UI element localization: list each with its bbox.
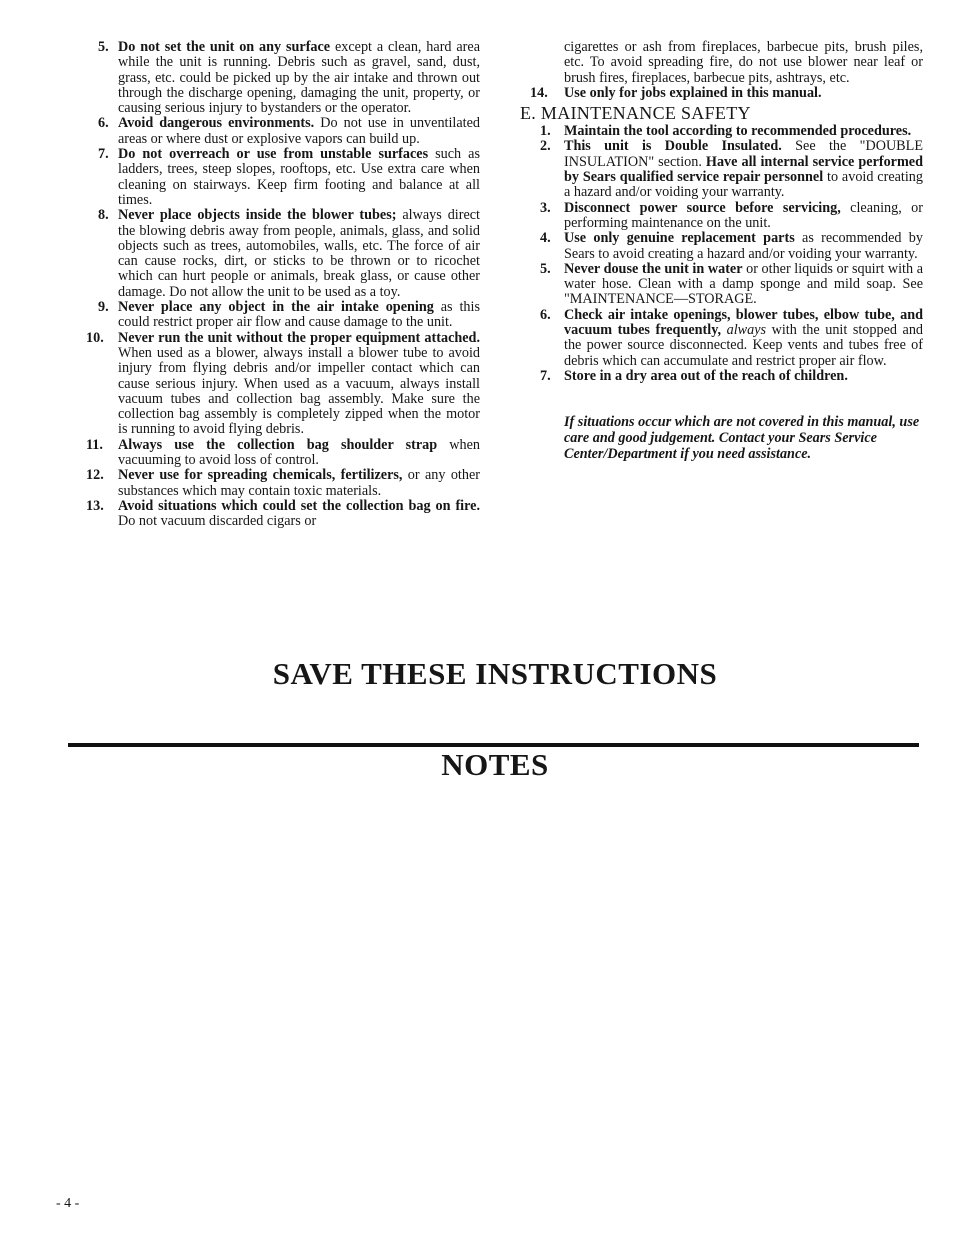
maintenance-item-6: 6. Check air intake openings, blower tubes, elbow tube, and vacuum tubes frequently, always with the unit stopped and the power source disconnected. Keep vents and tubes free of debris which can accumulate and restrict proper air flow. bbox=[540, 306, 924, 369]
item-13-continuation: cigarettes or ash from fireplaces, barbecue pits, brush piles, etc. To avoid spreading fire, do not use blower near leaf or brush fires, fireplaces, barbecue pits, ashtrays, etc. bbox=[564, 39, 923, 86]
notes-heading: NOTES bbox=[441, 747, 549, 782]
maintenance-item-5: 5. Never douse the unit in water or other liquids or squirt with a water hose. Clean with a damp sponge and mild soap. See "MAINTENANCE—STORAGE. bbox=[540, 260, 923, 308]
page-number: - 4 - bbox=[56, 1196, 80, 1211]
section-heading-maintenance: E. MAINTENANCE SAFETY bbox=[520, 103, 751, 124]
safety-item-14: 14. Use only for jobs explained in this manual. bbox=[530, 84, 822, 101]
safety-item-5: 5. Do not set the unit on any surface except a clean, hard area while the unit is running. Debris such as gravel, sand, dust, grass, etc. could be picked up by the air intake and thrown out through the discharge opening, damaging the unit, property, or causing serious injury to bystanders or the operator. bbox=[98, 39, 480, 117]
closing-note: If situations occur which are not covered in this manual, use care and good judgement. Contact your Sears Service Center/Department if you need assistance. bbox=[564, 414, 920, 463]
maintenance-item-2: 2. This unit is Double Insulated. See the "DOUBLE INSULATION" section. Have all internal service performed by Sears qualified service repair personnel to avoid creating a hazard and/or voiding your warranty. bbox=[540, 138, 923, 201]
safety-item-11: 11. Always use the collection bag shoulder strap when vacuuming to avoid loss of control. bbox=[86, 436, 481, 469]
safety-item-8: 8. Never place objects inside the blower tubes; always direct the blowing debris away from people, animals, glass, and solid objects such as trees, automobiles, walls, etc. The force of air can cause rocks, dirt, or sticks to be thrown or to ricochet which can hurt people or animals, break glass, or cause other damage. Do not allow the unit to be used as a toy. bbox=[98, 207, 480, 300]
right-column bbox=[518, 40, 923, 476]
safety-item-13: 13. Avoid situations which could set the collection bag on fire. Do not vacuum discarded cigars or bbox=[86, 497, 480, 530]
safety-item-12: 12. Never use for spreading chemicals, fertilizers, or any other substances which may contain toxic materials. bbox=[86, 467, 480, 499]
safety-item-10: 10. Never run the unit without the proper equipment attached. When used as a blower, always install a blower tube to avoid injury from flying debris and/or impeller contact which can cause serious injury. When used as a vacuum, always install vacuum tubes and collection bag assembly. Make sure the collection bag assembly is completely zipped when the motor is running to avoid flying debris. bbox=[86, 329, 480, 438]
maintenance-item-1: 1. Maintain the tool according to recommended procedures. bbox=[540, 123, 912, 140]
save-instructions-heading: SAVE THESE INSTRUCTIONS bbox=[272, 656, 718, 691]
safety-item-6: 6. Avoid dangerous environments. Do not use in unventilated areas or where dust or explosive vapors can build up. bbox=[98, 115, 480, 147]
maintenance-item-3: 3. Disconnect power source before servicing, cleaning, or performing maintenance on the unit. bbox=[540, 199, 924, 231]
maintenance-item-4: 4. Use only genuine replacement parts as recommended by Sears to avoid creating a hazard and/or voiding your warranty. bbox=[540, 230, 923, 262]
maintenance-item-7: 7. Store in a dry area out of the reach of children. bbox=[540, 367, 848, 384]
left-column bbox=[86, 39, 481, 530]
safety-item-9: 9. Never place any object in the air intake opening as this could restrict proper air flow and cause damage to the unit. bbox=[98, 299, 480, 331]
safety-item-7: 7. Do not overreach or use from unstable surfaces such as ladders, trees, steep slopes, rooftops, etc. Use extra care when cleaning on stairways. Keep firm footing and balance at all times. bbox=[98, 146, 480, 208]
